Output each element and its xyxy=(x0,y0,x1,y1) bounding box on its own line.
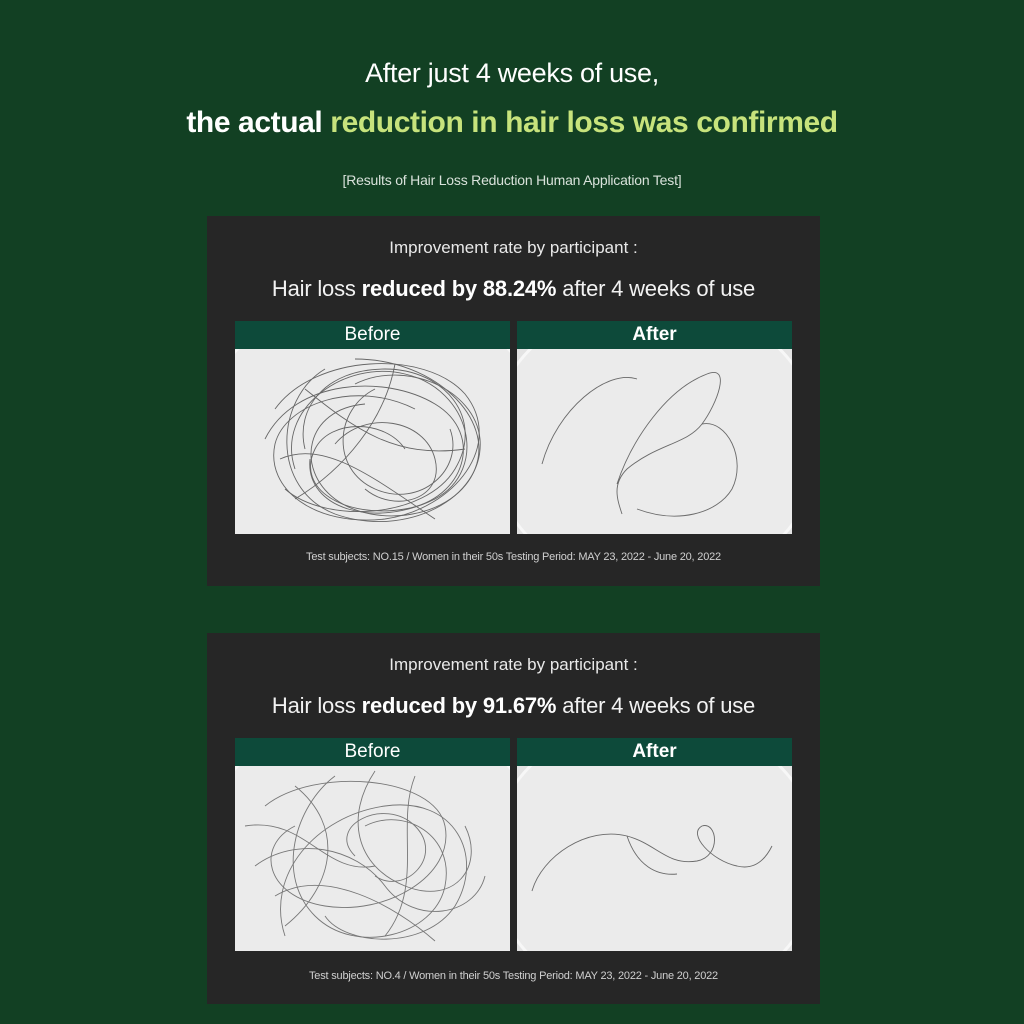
before-label: Before xyxy=(235,321,510,349)
result-percentage: reduced by 88.24% xyxy=(361,276,557,301)
after-label: After xyxy=(517,738,792,766)
result-percentage: reduced by 91.67% xyxy=(361,693,557,718)
result-prefix: Hair loss xyxy=(271,276,362,301)
before-photo-box xyxy=(235,321,510,534)
headline-prefix: the actual xyxy=(186,106,331,139)
before-hair-photo xyxy=(235,349,510,534)
test-info-footer: Test subjects: NO.15 / Women in their 50s Testing Period: MAY 23, 2022 - June 20, 2022 xyxy=(306,551,721,563)
result-prefix: Hair loss xyxy=(271,693,362,718)
result-suffix: after 4 weeks of use xyxy=(556,276,756,301)
improvement-rate-label: Improvement rate by participant : xyxy=(389,655,638,674)
after-label: After xyxy=(517,321,792,349)
result-panel-2 xyxy=(207,633,820,1004)
after-hair-photo xyxy=(517,766,792,951)
test-info-footer: Test subjects: NO.4 / Women in their 50s Testing Period: MAY 23, 2022 - June 20, 2022 xyxy=(309,970,718,982)
headline-line-1: After just 4 weeks of use, xyxy=(365,58,659,88)
before-label: Before xyxy=(235,738,510,766)
result-statement xyxy=(207,276,820,302)
headline-line-2 xyxy=(0,106,1024,140)
after-photo-box xyxy=(517,738,792,951)
result-suffix: after 4 weeks of use xyxy=(556,693,756,718)
improvement-rate-label: Improvement rate by participant : xyxy=(389,238,638,257)
headline-highlight: reduction in hair loss was confirmed xyxy=(330,106,838,139)
after-photo-box xyxy=(517,321,792,534)
result-statement xyxy=(207,693,820,719)
after-hair-photo xyxy=(517,349,792,534)
before-hair-photo xyxy=(235,766,510,951)
test-subtitle: [Results of Hair Loss Reduction Human Application Test] xyxy=(342,172,682,188)
before-photo-box xyxy=(235,738,510,951)
result-panel-1 xyxy=(207,216,820,586)
